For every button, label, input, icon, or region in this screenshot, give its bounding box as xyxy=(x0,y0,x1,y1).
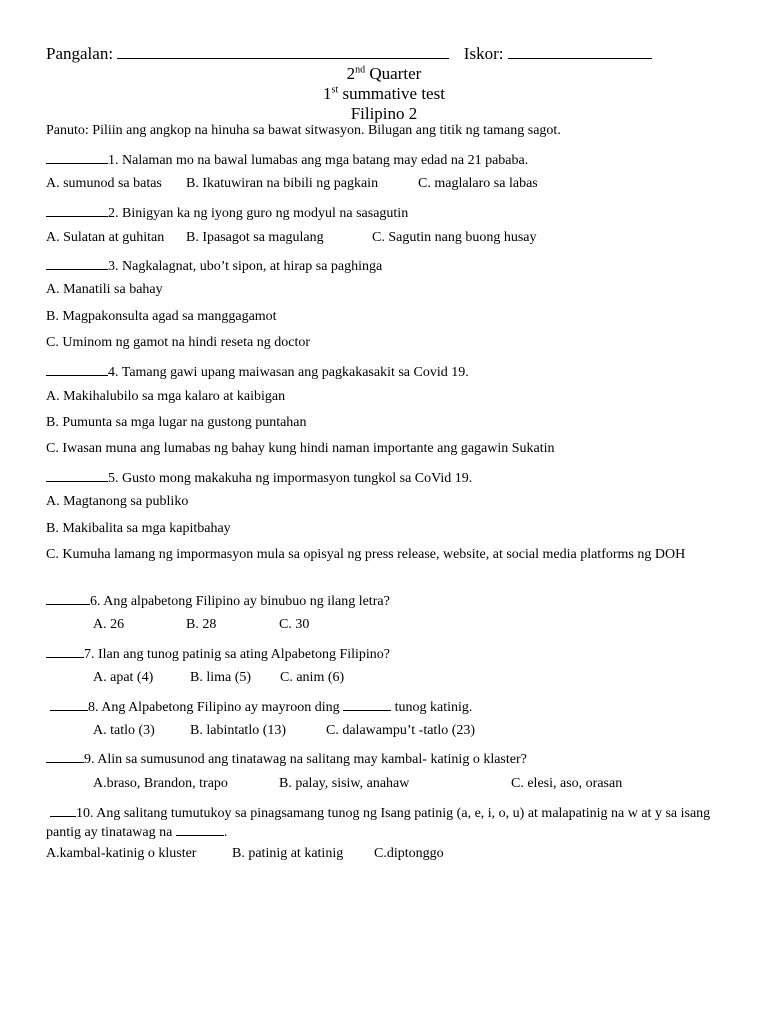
option-a[interactable]: A. Magtanong sa publiko xyxy=(46,494,189,509)
answer-blank[interactable] xyxy=(46,256,108,270)
score-blank-line[interactable] xyxy=(508,45,652,59)
option-b[interactable]: B. Ipasagot sa magulang xyxy=(186,230,324,245)
question-text: Binigyan ka ng iyong guro ng modyul na sasagutin xyxy=(122,206,409,221)
question-1 xyxy=(46,150,528,169)
question-text: Ilan ang tunog patinig sa ating Alpabetong Filipino? xyxy=(98,647,391,662)
option-c[interactable]: C. Iwasan muna ang lumabas ng bahay kung hindi naman importante ang gagawin Sukatin xyxy=(46,441,555,456)
option-a[interactable]: A. apat (4) xyxy=(93,670,154,685)
option-b[interactable]: B. Makibalita sa mga kapitbahay xyxy=(46,521,231,536)
answer-blank[interactable] xyxy=(50,803,76,817)
option-a[interactable]: A. Sulatan at guhitan xyxy=(46,230,165,245)
name-label: Pangalan: xyxy=(46,44,114,63)
question-number: 2. xyxy=(108,206,119,221)
answer-blank[interactable] xyxy=(46,644,84,658)
option-b[interactable]: B. Ikatuwiran na bibili ng pagkain xyxy=(186,176,379,191)
option-c[interactable]: C.diptonggo xyxy=(374,846,444,861)
option-b[interactable]: B. Magpakonsulta agad sa manggagamot xyxy=(46,309,277,324)
question-text: Gusto mong makakuha ng impormasyon tungkol sa CoVid 19. xyxy=(122,471,473,486)
option-c[interactable]: C. 30 xyxy=(279,617,310,632)
option-b[interactable]: B. lima (5) xyxy=(190,670,252,685)
question-5 xyxy=(46,468,472,487)
answer-blank[interactable] xyxy=(46,591,90,605)
test-text: summative test xyxy=(342,84,445,103)
option-c[interactable]: C. Kumuha lamang ng impormasyon mula sa opisyal ng press release, website, at social media platforms ng DOH xyxy=(46,547,686,562)
option-b[interactable]: B. Pumunta sa mga lugar na gustong puntahan xyxy=(46,415,307,430)
option-a[interactable]: A. Makihalubilo sa mga kalaro at kaibigan xyxy=(46,389,286,404)
option-a[interactable]: A. sumunod sa batas xyxy=(46,176,162,191)
score-label: Iskor: xyxy=(463,44,504,63)
question-4 xyxy=(46,362,469,381)
option-a[interactable]: A. Manatili sa bahay xyxy=(46,282,163,297)
test-number: 1 xyxy=(323,84,332,103)
option-b[interactable]: B. 28 xyxy=(186,617,217,632)
answer-blank[interactable] xyxy=(46,468,108,482)
option-c[interactable]: C. dalawampu’t -tatlo (23) xyxy=(326,723,476,738)
option-b[interactable]: B. patinig at katinig xyxy=(232,846,344,861)
question-text: Ang Alpabetong Filipino ay mayroon ding xyxy=(101,700,340,715)
question-text-end: tunog katinig. xyxy=(394,700,473,715)
question-text: Nalaman mo na bawal lumabas ang mga batang may edad na 21 pababa. xyxy=(122,153,529,168)
option-b[interactable]: B. palay, sisiw, anahaw xyxy=(279,776,410,791)
quarter-number: 2 xyxy=(346,64,356,83)
question-text: Ang alpabetong Filipino ay binubuo ng ilang letra? xyxy=(103,594,390,609)
question-2 xyxy=(46,203,408,222)
quarter-text: Quarter xyxy=(369,64,422,83)
question-text-end: . xyxy=(223,825,228,840)
answer-blank[interactable] xyxy=(46,203,108,217)
question-text: Ang salitang tumutukoy sa pinagsamang tunog ng Isang patinig (a, e, i, o, u) at malapatinig na w at y sa isang pantig ay tinatawag na xyxy=(46,806,711,840)
instructions: Panuto: Piliin ang angkop na hinuha sa bawat sitwasyon. Bilugan ang titik ng tamang sagot. xyxy=(46,123,561,138)
question-text: Nagkalagnat, ubo’t sipon, at hirap sa paghinga xyxy=(122,259,383,274)
question-number: 4. xyxy=(108,365,119,380)
question-number: 8. xyxy=(88,700,99,715)
question-9 xyxy=(46,749,527,768)
question-text: Tamang gawi upang maiwasan ang pagkakasakit sa Covid 19. xyxy=(121,365,469,380)
question-number: 3. xyxy=(108,259,119,274)
option-c[interactable]: C. Uminom ng gamot na hindi reseta ng doctor xyxy=(46,335,311,350)
option-a[interactable]: A.braso, Brandon, trapo xyxy=(93,776,228,791)
option-c[interactable]: C. maglalaro sa labas xyxy=(418,176,538,191)
name-row xyxy=(46,44,652,63)
question-number: 1. xyxy=(108,153,119,168)
answer-blank[interactable] xyxy=(46,362,108,376)
answer-blank[interactable] xyxy=(46,150,108,164)
question-3 xyxy=(46,256,382,275)
question-7 xyxy=(46,644,390,663)
option-a[interactable]: A.kambal-katinig o kluster xyxy=(46,846,197,861)
quarter-suffix: nd xyxy=(355,64,366,76)
quarter-heading xyxy=(0,64,768,83)
fill-in-blank[interactable] xyxy=(343,697,391,711)
question-8 xyxy=(50,697,472,716)
option-c[interactable]: C. elesi, aso, orasan xyxy=(511,776,623,791)
test-heading xyxy=(0,84,768,103)
answer-blank[interactable] xyxy=(46,749,84,763)
question-6 xyxy=(46,591,390,610)
option-a[interactable]: A. tatlo (3) xyxy=(93,723,155,738)
question-text: Alin sa sumusunod ang tinatawag na salitang may kambal- katinig o klaster? xyxy=(97,752,527,767)
question-number: 6. xyxy=(90,594,101,609)
question-number: 7. xyxy=(84,647,95,662)
question-10 xyxy=(46,803,726,841)
name-blank-line[interactable] xyxy=(117,45,449,59)
fill-in-blank[interactable] xyxy=(176,822,224,836)
option-a[interactable]: A. 26 xyxy=(93,617,125,632)
test-suffix: st xyxy=(331,84,339,96)
question-number: 9. xyxy=(84,752,95,767)
subject-heading: Filipino 2 xyxy=(350,104,418,123)
answer-blank[interactable] xyxy=(50,697,88,711)
option-c[interactable]: C. anim (6) xyxy=(280,670,345,685)
option-b[interactable]: B. labintatlo (13) xyxy=(190,723,287,738)
option-c[interactable]: C. Sagutin nang buong husay xyxy=(372,230,537,245)
question-number: 5. xyxy=(108,471,119,486)
question-number: 10. xyxy=(76,806,94,821)
